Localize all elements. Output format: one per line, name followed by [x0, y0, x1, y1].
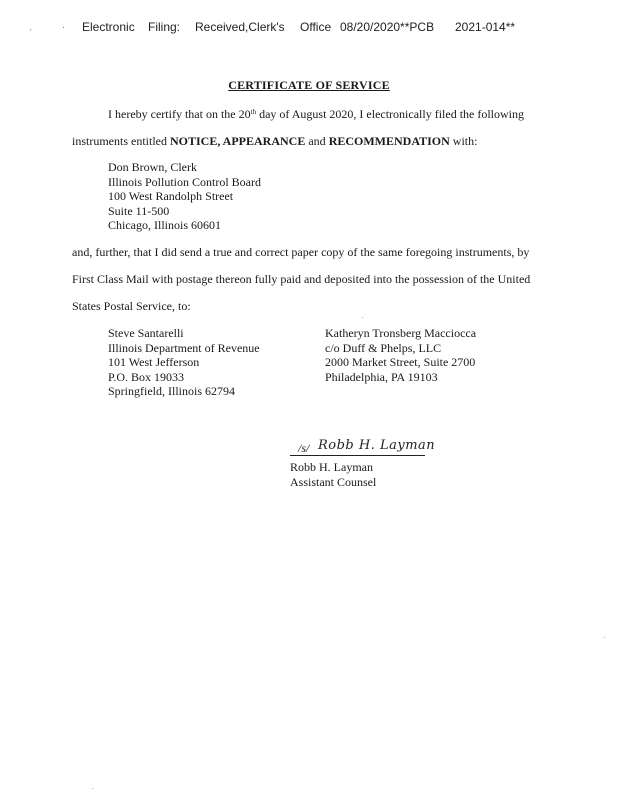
service-line-2: First Class Mail with postage thereon fully paid and deposited into the possession of the United	[72, 272, 531, 286]
address-line: Suite 11-500	[108, 203, 170, 218]
address-line: Philadelphia, PA 19103	[325, 369, 438, 384]
recipient-address-left	[108, 326, 260, 399]
intro-text: and	[305, 134, 329, 148]
header-received: Received,Clerk's	[195, 20, 285, 34]
signature-slash-s: /s/	[298, 441, 310, 455]
header-docket: 2021-014**	[455, 20, 516, 34]
intro-text: with:	[449, 134, 478, 148]
signature-script: Robb H. Layman	[318, 438, 436, 453]
service-line-1: and, further, that I did send a true and correct paper copy of the same foregoing instruments, by	[72, 245, 530, 259]
address-line: 2000 Market Street, Suite 2700	[325, 355, 476, 369]
intro-text: instruments entitled	[72, 134, 170, 148]
address-line: c/o Duff & Phelps, LLC	[325, 340, 442, 355]
intro-text: I hereby certify that on the 20	[108, 107, 251, 121]
address-line: Illinois Department of Revenue	[108, 340, 260, 355]
intro-line-2	[72, 134, 477, 149]
signatory-block	[290, 460, 376, 489]
header-office: Office	[300, 20, 332, 34]
filing-stamp-header	[0, 20, 618, 38]
scan-speck: .	[604, 634, 606, 640]
signature-line	[290, 455, 425, 456]
clerk-address	[108, 160, 261, 233]
intro-line-1	[108, 107, 524, 122]
address-line: Steve Santarelli	[108, 326, 184, 340]
header-filing: Filing:	[148, 20, 181, 34]
address-line: P.O. Box 19033	[108, 369, 185, 384]
address-line: Katheryn Tronsberg Macciocca	[325, 326, 477, 340]
signatory-name: Robb H. Layman	[290, 460, 373, 474]
page-title: CERTIFICATE OF SERVICE	[228, 78, 390, 92]
scan-speck: .	[362, 314, 364, 320]
intro-sup: th	[250, 108, 257, 116]
address-line: Springfield, Illinois 62794	[108, 384, 235, 398]
service-line-3: States Postal Service, to:	[72, 299, 191, 313]
header-electronic: Electronic	[82, 20, 135, 34]
address-line: 100 West Randolph Street	[108, 189, 234, 203]
address-line: Don Brown, Clerk	[108, 160, 197, 174]
header-date-pcb: 08/20/2020**PCB	[340, 20, 435, 34]
address-line: 101 West Jefferson	[108, 355, 200, 369]
address-line: Illinois Pollution Control Board	[108, 174, 262, 189]
scan-speck: .	[92, 785, 94, 791]
recipient-address-right	[325, 326, 476, 384]
signatory-title: Assistant Counsel	[290, 474, 377, 489]
instrument-names: RECOMMENDATION	[328, 134, 450, 148]
instrument-names: NOTICE, APPEARANCE	[170, 134, 306, 148]
header-mark: ·	[62, 23, 65, 32]
header-mark: ,	[30, 26, 32, 32]
address-line: Chicago, Illinois 60601	[108, 218, 221, 232]
intro-text: day of August 2020, I electronically filed the following	[256, 107, 525, 121]
